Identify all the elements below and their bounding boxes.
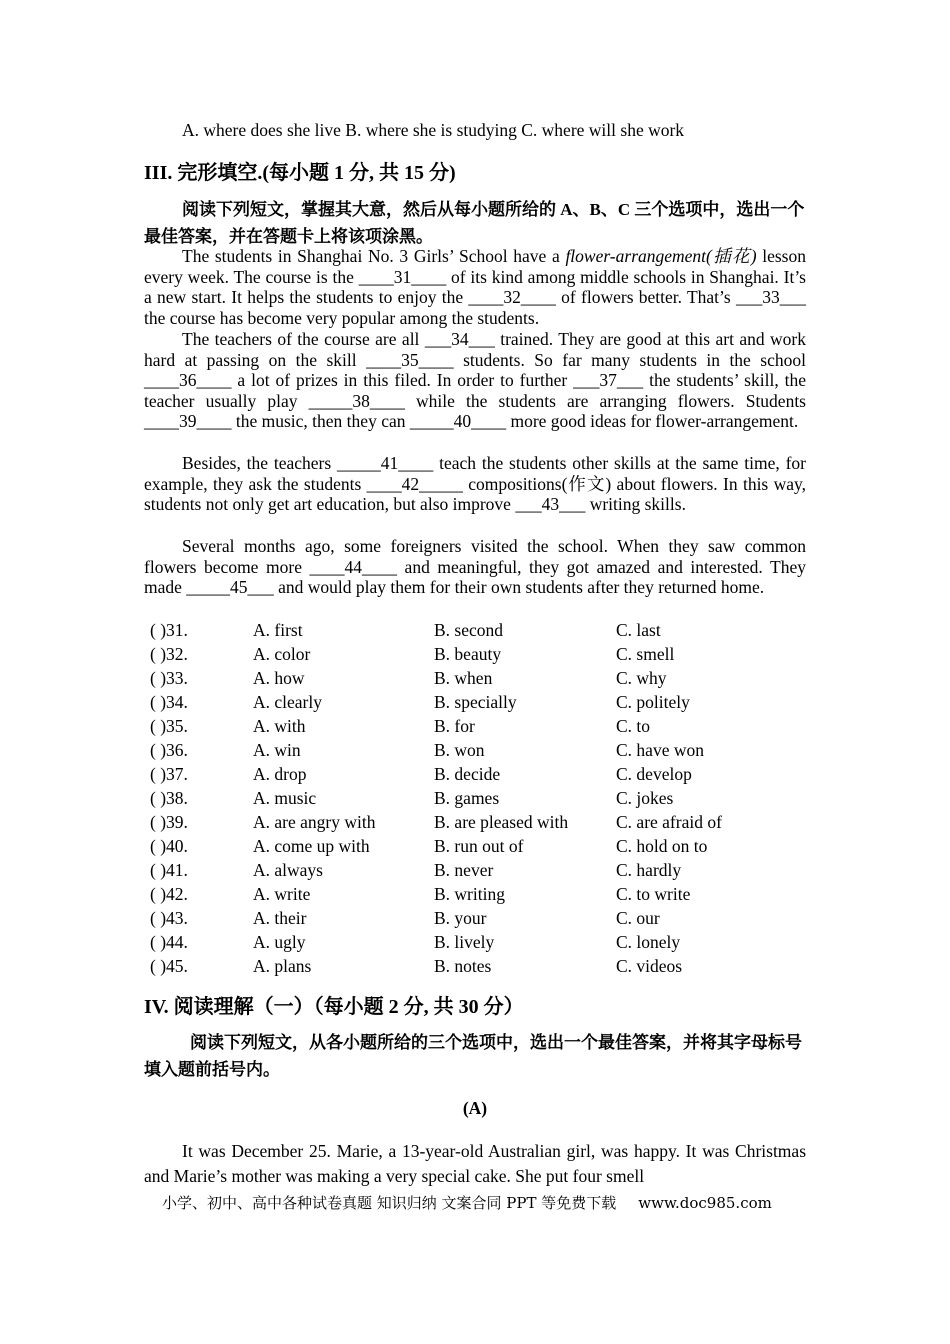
cloze-options-list — [150, 618, 810, 978]
question-number: ( )39. — [150, 812, 188, 832]
passage-paragraph-4: Several months ago, some foreigners visited the school. When they saw common flowers become more ____44____ and meaningful, they got amazed and interested. They made _____45___ and would play them for their own students after they returned home. — [144, 536, 806, 598]
option-b: B. never — [434, 860, 494, 880]
question-row — [150, 618, 810, 642]
option-b: B. decide — [434, 764, 501, 784]
question-number: ( )33. — [150, 668, 188, 688]
question-row — [150, 810, 810, 834]
option-b: B. games — [434, 788, 500, 808]
question-row — [150, 666, 810, 690]
option-c: C. jokes — [616, 788, 674, 808]
passage-label: (A) — [462, 1098, 488, 1118]
passage-paragraph-2: The teachers of the course are all ___34___ trained. They are good at this art and work hard at passing on the skill ____35____ students. So far many students in the school ____36____ a lot of prizes in this filed. In order to further ___37___ the students’ skill, the teacher usually play _____38____ while the students are arranging flowers. Students ____39____ the music, then they can _____40____ more good ideas for flower-arrangement. — [144, 329, 806, 432]
previous-question-options: A. where does she live B. where she is studying C. where will she work — [182, 120, 685, 140]
question-number: ( )45. — [150, 956, 188, 976]
italic-term: flower-arrangement(插花) — [565, 246, 757, 266]
option-b: B. your — [434, 908, 487, 928]
option-c: C. videos — [616, 956, 683, 976]
option-a: A. clearly — [253, 692, 322, 712]
option-b: B. for — [434, 716, 475, 736]
footer-url: www.doc985.com — [638, 1194, 772, 1212]
question-row — [150, 738, 810, 762]
option-a: A. music — [253, 788, 317, 808]
option-a: A. win — [253, 740, 301, 760]
question-number: ( )41. — [150, 860, 188, 880]
option-c: C. why — [616, 668, 667, 688]
question-number: ( )37. — [150, 764, 188, 784]
question-row — [150, 786, 810, 810]
section-3-heading: III. 完形填空.(每小题 1 分, 共 15 分) — [144, 162, 456, 184]
option-c: C. our — [616, 908, 660, 928]
option-b: B. run out of — [434, 836, 524, 856]
question-row — [150, 882, 810, 906]
option-b: B. are pleased with — [434, 812, 569, 832]
question-row — [150, 906, 810, 930]
option-a: A. plans — [253, 956, 312, 976]
option-a: A. always — [253, 860, 323, 880]
question-number: ( )32. — [150, 644, 188, 664]
question-row — [150, 714, 810, 738]
question-row — [150, 834, 810, 858]
page-footer — [162, 1192, 772, 1213]
option-a: A. how — [253, 668, 305, 688]
option-b: B. beauty — [434, 644, 502, 664]
option-c: C. have won — [616, 740, 704, 760]
section-3-instruction: 阅读下列短文，掌握其大意，然后从每小题所给的 A、B、C 三个选项中，选出一个最佳答案，并在答题卡上将该项涂黑。 — [144, 200, 805, 246]
option-c: C. smell — [616, 644, 675, 664]
option-b: B. specially — [434, 692, 517, 712]
option-c: C. hold on to — [616, 836, 708, 856]
question-number: ( )36. — [150, 740, 188, 760]
option-c: C. to — [616, 716, 651, 736]
question-number: ( )40. — [150, 836, 188, 856]
question-number: ( )31. — [150, 620, 188, 640]
question-row — [150, 858, 810, 882]
option-a: A. are angry with — [253, 812, 376, 832]
option-a: A. color — [253, 644, 311, 664]
question-row — [150, 642, 810, 666]
option-c: C. develop — [616, 764, 692, 784]
passage-paragraph-3: Besides, the teachers _____41____ teach the students other skills at the same time, for example, they ask the students ____42_____ compositions(作文) about flowers. In this way, students not only get art education, but also improve ___43___ writing skills. — [144, 453, 806, 515]
question-number: ( )38. — [150, 788, 188, 808]
option-b: B. notes — [434, 956, 492, 976]
question-number: ( )44. — [150, 932, 188, 952]
section-4-heading: IV. 阅读理解（一）（每小题 2 分, 共 30 分） — [144, 996, 524, 1018]
question-row — [150, 690, 810, 714]
option-b: B. writing — [434, 884, 505, 904]
option-c: C. lonely — [616, 932, 681, 952]
question-row — [150, 930, 810, 954]
option-c: C. to write — [616, 884, 691, 904]
question-row — [150, 762, 810, 786]
footer-text: 小学、初中、高中各种试卷真题 知识归纳 文案合同 PPT 等免费下载 — [162, 1194, 617, 1212]
option-a: A. their — [253, 908, 307, 928]
option-a: A. write — [253, 884, 311, 904]
question-number: ( )42. — [150, 884, 188, 904]
option-b: B. won — [434, 740, 485, 760]
option-b: B. second — [434, 620, 504, 640]
option-a: A. with — [253, 716, 306, 736]
passage-paragraph-1: The students in Shanghai No. 3 Girls’ School have a flower-arrangement(插花) lesson every week. The course is the ____31____ of its kind among middle schools in Shanghai. It’s a new start. It helps the students to enjoy the ____32____ of flowers better. That’s ___33___ the course has become very popular among the students. — [144, 246, 806, 328]
option-c: C. hardly — [616, 860, 682, 880]
question-number: ( )34. — [150, 692, 188, 712]
option-c: C. last — [616, 620, 661, 640]
reading-passage-start: It was December 25. Marie, a 13-year-old Australian girl, was happy. It was Christmas and Marie’s mother was making a very special cake. She put four smell — [144, 1141, 806, 1186]
option-a: A. drop — [253, 764, 307, 784]
option-c: C. politely — [616, 692, 690, 712]
option-a: A. ugly — [253, 932, 306, 952]
option-a: A. come up with — [253, 836, 370, 856]
option-b: B. lively — [434, 932, 495, 952]
option-b: B. when — [434, 668, 493, 688]
option-c: C. are afraid of — [616, 812, 722, 832]
question-row — [150, 954, 810, 978]
option-a: A. first — [253, 620, 303, 640]
question-number: ( )43. — [150, 908, 188, 928]
question-number: ( )35. — [150, 716, 188, 736]
section-4-instruction: 阅读下列短文，从各小题所给的三个选项中，选出一个最佳答案，并将其字母标号填入题前括号内。 — [144, 1033, 802, 1079]
